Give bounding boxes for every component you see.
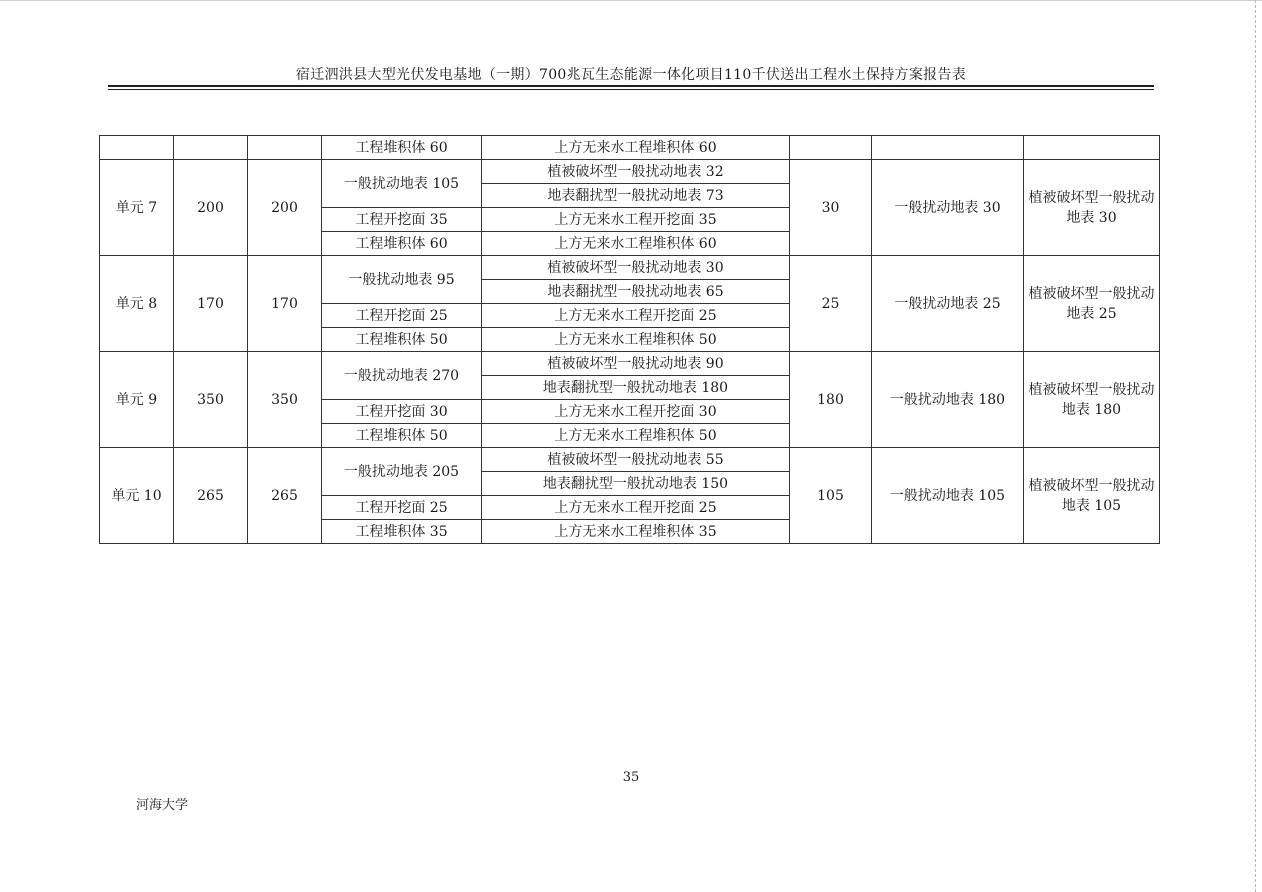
pile-cell: 工程堆积体 50 — [322, 328, 482, 352]
footer-organization: 河海大学 — [136, 798, 189, 813]
excavation-detail-cell: 上方无来水工程开挖面 25 — [482, 496, 790, 520]
pile-detail-cell: 上方无来水工程堆积体 50 — [482, 328, 790, 352]
page-number: 35 — [622, 770, 640, 785]
pile-cell: 工程堆积体 50 — [322, 424, 482, 448]
veg-damage-cell: 植被破坏型一般扰动地表 30 — [482, 256, 790, 280]
value-b-cell — [248, 136, 322, 160]
general-total-cell: 一般扰动地表 270 — [322, 352, 482, 400]
table-row — [100, 352, 1160, 376]
pile-detail-cell: 上方无来水工程堆积体 60 — [482, 232, 790, 256]
unit-name-cell: 单元 9 — [100, 352, 174, 448]
value-c-cell: 105 — [790, 448, 872, 544]
value-c-cell: 180 — [790, 352, 872, 448]
item-cell: 工程堆积体 60 — [322, 136, 482, 160]
excavation-cell: 工程开挖面 30 — [322, 400, 482, 424]
value-c-cell — [790, 136, 872, 160]
general-c-cell: 一般扰动地表 180 — [872, 352, 1024, 448]
value-a-cell: 265 — [174, 448, 248, 544]
value-b-cell: 200 — [248, 160, 322, 256]
page-top-edge — [0, 0, 1262, 1]
value-b-cell: 265 — [248, 448, 322, 544]
value-a-cell — [174, 136, 248, 160]
value-a-cell: 350 — [174, 352, 248, 448]
veg-c-cell: 植被破坏型一般扰动地表 30 — [1024, 160, 1160, 256]
veg-damage-cell: 植被破坏型一般扰动地表 90 — [482, 352, 790, 376]
pile-cell: 工程堆积体 60 — [322, 232, 482, 256]
unit-name-cell: 单元 10 — [100, 448, 174, 544]
excavation-cell: 工程开挖面 25 — [322, 304, 482, 328]
document-header-title: 宿迁泗洪县大型光伏发电基地（一期）700兆瓦生态能源一体化项目110千伏送出工程水土保持方案报告表 — [295, 67, 967, 83]
value-b-cell: 350 — [248, 352, 322, 448]
pile-detail-cell: 上方无来水工程堆积体 50 — [482, 424, 790, 448]
veg-c-cell: 植被破坏型一般扰动地表 25 — [1024, 256, 1160, 352]
value-a-cell: 200 — [174, 160, 248, 256]
soil-conservation-table — [99, 135, 1160, 544]
detail-cell: 上方无来水工程堆积体 60 — [482, 136, 790, 160]
excavation-detail-cell: 上方无来水工程开挖面 25 — [482, 304, 790, 328]
table-row — [100, 448, 1160, 472]
unit-cell — [100, 136, 174, 160]
table-row — [100, 256, 1160, 280]
general-c-cell: 一般扰动地表 30 — [872, 160, 1024, 256]
surface-turn-cell: 地表翻扰型一般扰动地表 150 — [482, 472, 790, 496]
general-c-cell — [872, 136, 1024, 160]
unit-name-cell: 单元 8 — [100, 256, 174, 352]
veg-c-cell: 植被破坏型一般扰动地表 105 — [1024, 448, 1160, 544]
unit-name-cell: 单元 7 — [100, 160, 174, 256]
general-c-cell: 一般扰动地表 25 — [872, 256, 1024, 352]
general-total-cell: 一般扰动地表 205 — [322, 448, 482, 496]
surface-turn-cell: 地表翻扰型一般扰动地表 65 — [482, 280, 790, 304]
veg-damage-cell: 植被破坏型一般扰动地表 55 — [482, 448, 790, 472]
pile-cell: 工程堆积体 35 — [322, 520, 482, 544]
surface-turn-cell: 地表翻扰型一般扰动地表 73 — [482, 184, 790, 208]
pile-detail-cell: 上方无来水工程堆积体 35 — [482, 520, 790, 544]
header-divider — [108, 85, 1154, 90]
veg-c-cell: 植被破坏型一般扰动地表 180 — [1024, 352, 1160, 448]
value-c-cell: 25 — [790, 256, 872, 352]
table-row — [100, 136, 1160, 160]
veg-damage-cell: 植被破坏型一般扰动地表 32 — [482, 160, 790, 184]
veg-c-cell — [1024, 136, 1160, 160]
general-total-cell: 一般扰动地表 105 — [322, 160, 482, 208]
surface-turn-cell: 地表翻扰型一般扰动地表 180 — [482, 376, 790, 400]
value-b-cell: 170 — [248, 256, 322, 352]
value-c-cell: 30 — [790, 160, 872, 256]
value-a-cell: 170 — [174, 256, 248, 352]
general-total-cell: 一般扰动地表 95 — [322, 256, 482, 304]
excavation-detail-cell: 上方无来水工程开挖面 35 — [482, 208, 790, 232]
excavation-cell: 工程开挖面 35 — [322, 208, 482, 232]
excavation-detail-cell: 上方无来水工程开挖面 30 — [482, 400, 790, 424]
excavation-cell: 工程开挖面 25 — [322, 496, 482, 520]
table-row — [100, 160, 1160, 184]
general-c-cell: 一般扰动地表 105 — [872, 448, 1024, 544]
page-right-edge — [1255, 0, 1256, 892]
